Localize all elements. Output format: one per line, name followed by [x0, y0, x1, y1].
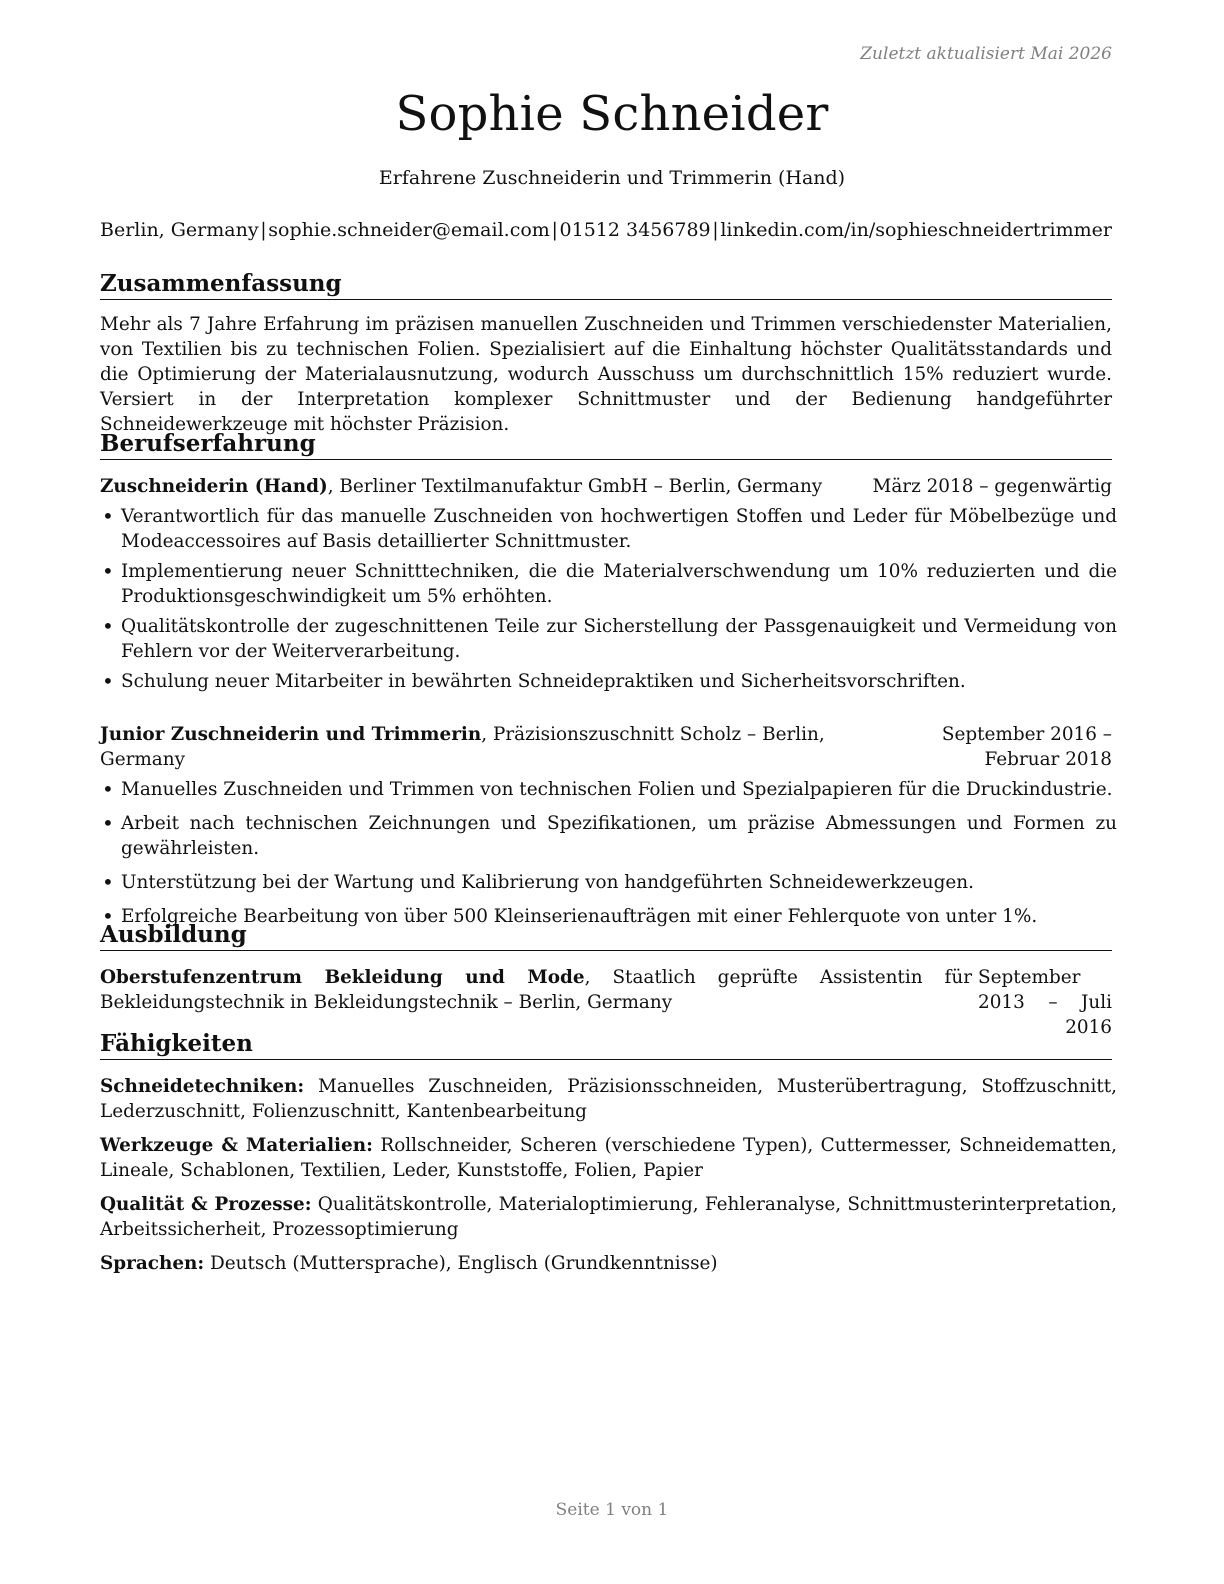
skill-text: Qualitätskontrolle, Materialoptimierung, Fehleranalyse, Schnittmusterinterpretation, Arbeitssicherheit, Prozessoptimierung	[100, 1194, 1117, 1240]
skill-text: Manuelles Zuschneiden, Präzisionsschneiden, Musterübertragung, Stoffzuschnitt, Lederzuschnitt, Folienzuschnitt, Kantenbearbeitung	[100, 1076, 1117, 1122]
skill-row	[100, 1133, 1117, 1183]
skill-label: Sprachen:	[100, 1253, 205, 1274]
contact-line	[100, 219, 1112, 241]
contact-location: Berlin, Germany	[100, 219, 259, 241]
candidate-name: Sophie Schneider	[395, 86, 829, 142]
section-title: Zusammenfassung	[100, 270, 1112, 300]
education-section	[100, 921, 1112, 1040]
education-degree: , Staatlich geprüfte Assistentin für Bekleidungstechnik in Bekleidungstechnik – Berlin, Germany	[100, 967, 972, 1013]
job-header	[100, 474, 1112, 499]
contact-separator: |	[712, 219, 719, 241]
skills-section	[100, 1030, 1117, 1276]
list-item: • Qualitätskontrolle der zugeschnittenen Teile zur Sicherstellung der Passgenauigkeit und Vermeidung von Fehlern vor der Weiterverarbeitung.	[100, 614, 1117, 664]
job-dates: März 2018 – gegenwärtig	[872, 476, 1112, 497]
summary-section	[100, 270, 1112, 437]
job-bullets	[100, 777, 1117, 929]
contact-phone[interactable]: 01512 3456789	[559, 219, 711, 241]
list-item: • Unterstützung bei der Wartung und Kalibrierung von handgeführten Schneidewerkzeugen.	[100, 870, 1117, 895]
job-company: , Präzisionszuschnitt Scholz – Berlin, Germany	[100, 724, 825, 770]
skill-label: Werkzeuge & Materialien:	[100, 1135, 373, 1156]
list-item: • Verantwortlich für das manuelle Zuschneiden von hochwertigen Stoffen und Leder für Möbelbezüge und Modeaccessoires auf Basis detaillierter Schnittmuster.	[100, 504, 1117, 554]
skill-row	[100, 1251, 1117, 1276]
section-title: Fähigkeiten	[100, 1030, 1112, 1060]
experience-section	[100, 430, 1117, 929]
list-item: • Erfolgreiche Bearbeitung von über 500 Kleinserienaufträgen mit einer Fehlerquote von unter 1%.	[100, 904, 1117, 929]
contact-separator: |	[551, 219, 558, 241]
skill-label: Qualität & Prozesse:	[100, 1194, 312, 1215]
contact-email[interactable]: sophie.schneider@email.com	[268, 219, 550, 241]
job-role: Zuschneiderin (Hand)	[100, 476, 328, 497]
job-header	[100, 722, 1112, 772]
education-school: Oberstufenzentrum Bekleidung und Mode	[100, 967, 585, 988]
skill-text: Deutsch (Muttersprache), Englisch (Grundkenntnisse)	[204, 1253, 718, 1274]
job-entry	[100, 722, 1117, 929]
education-dates: September 2013 – Juli 2016	[978, 967, 1112, 1038]
list-item: • Schulung neuer Mitarbeiter in bewährten Schneidepraktiken und Sicherheitsvorschriften.	[100, 669, 1117, 694]
skill-text: Rollschneider, Scheren (verschiedene Typen), Cuttermesser, Schneidematten, Lineale, Schablonen, Textilien, Leder, Kunststoffe, Folien, Papier	[100, 1135, 1117, 1181]
skill-row	[100, 1074, 1117, 1124]
skill-label: Schneidetechniken:	[100, 1076, 305, 1097]
skill-row	[100, 1192, 1117, 1242]
summary-text: Mehr als 7 Jahre Erfahrung im präzisen manuellen Zuschneiden und Trimmen verschiedenster Materialien, von Textilien bis zu technischen Folien. Spezialisiert auf die Einhaltung höchster Qualitätsstandards und die Optimierung der Materialausnutzung, wodurch Ausschuss um durchschnittlich 15% reduziert wurde. Versiert in der Interpretation komplexer Schnittmuster und der Bedienung handgeführter Schneidewerkzeuge mit höchster Präzision.	[100, 314, 1112, 435]
section-title: Berufserfahrung	[100, 430, 1112, 460]
page-number: Seite 1 von 1	[555, 1500, 669, 1520]
section-title: Ausbildung	[100, 921, 1112, 951]
list-item: • Manuelles Zuschneiden und Trimmen von technischen Folien und Spezialpapieren für die Druckindustrie.	[100, 777, 1117, 802]
job-entry	[100, 474, 1117, 694]
contact-linkedin[interactable]: linkedin.com/in/sophieschneidertrimmer	[720, 219, 1112, 241]
job-company: , Berliner Textilmanufaktur GmbH – Berlin, Germany	[327, 476, 823, 497]
last-updated: Zuletzt aktualisiert Mai 2026	[860, 44, 1112, 64]
job-role: Junior Zuschneiderin und Trimmerin	[100, 724, 482, 745]
job-bullets	[100, 504, 1117, 694]
contact-separator: |	[260, 219, 267, 241]
candidate-subtitle: Erfahrene Zuschneiderin und Trimmerin (Hand)	[378, 167, 846, 189]
job-dates: September 2016 – Februar 2018	[941, 724, 1112, 770]
list-item: • Arbeit nach technischen Zeichnungen und Spezifikationen, um präzise Abmessungen und Formen zu gewährleisten.	[100, 811, 1117, 861]
education-entry	[100, 965, 1112, 1040]
list-item: • Implementierung neuer Schnitttechniken, die die Materialverschwendung um 10% reduzierten und die Produktionsgeschwindigkeit um 5% erhöhten.	[100, 559, 1117, 609]
